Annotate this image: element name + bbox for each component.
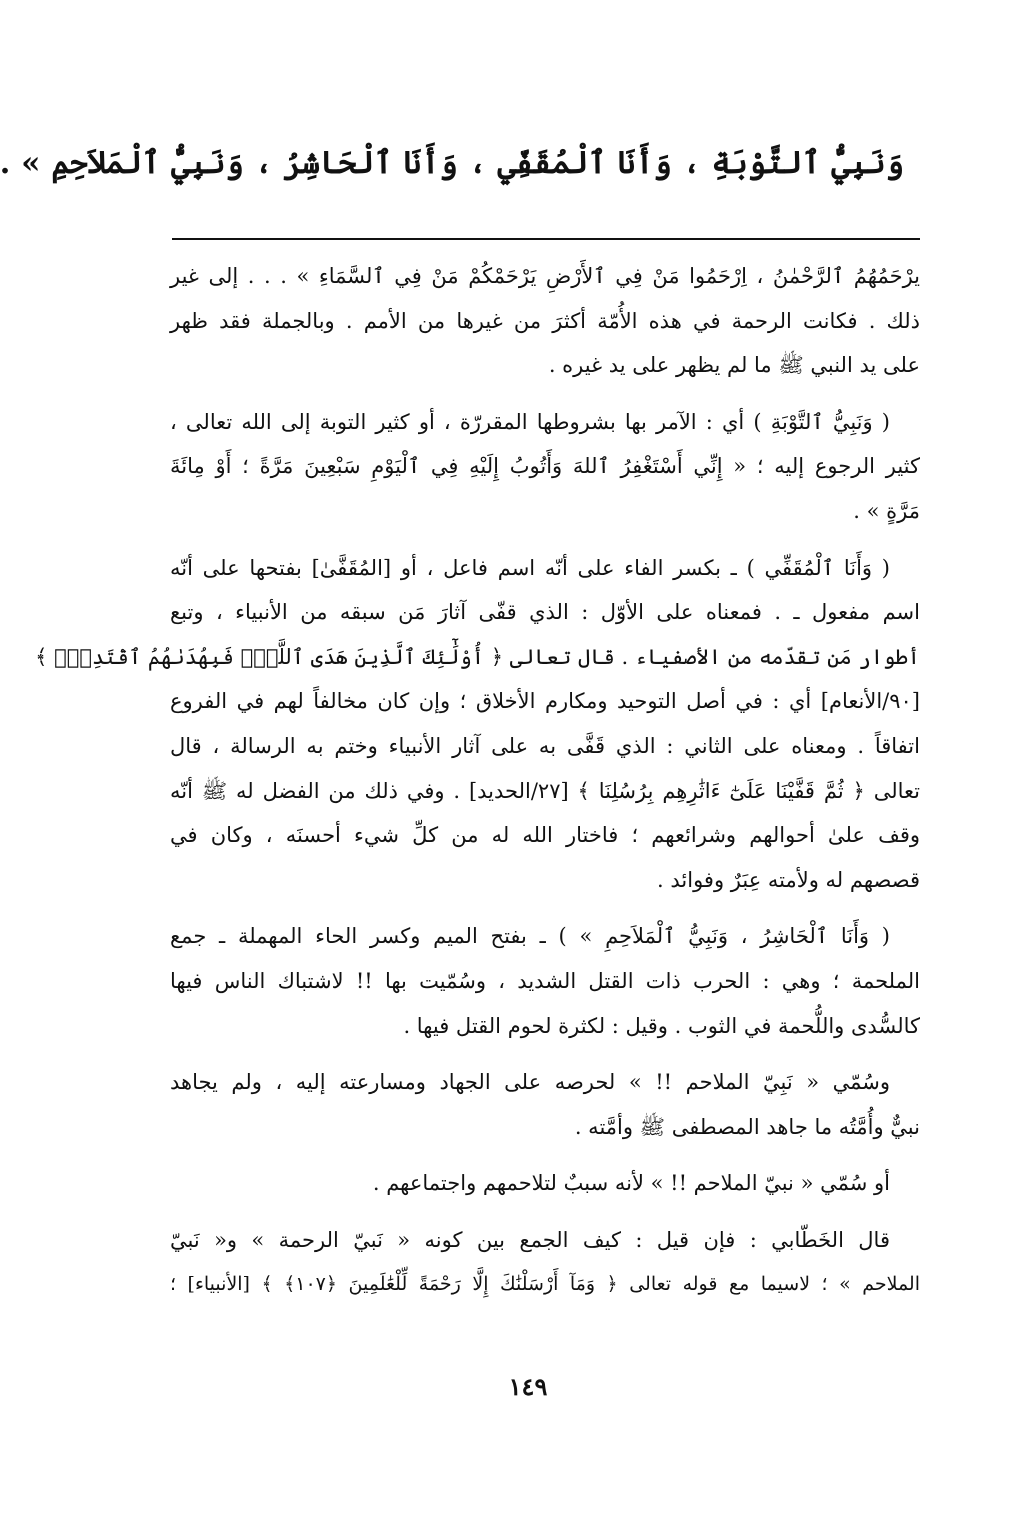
paragraph-6 <box>170 1161 920 1206</box>
text-line: أطوار مَن تقدّمه من الأصفياء . قال تعالى ﴿ أُوْلَٰٓئِكَ ٱلَّذِينَ هَدَى ٱللَّهُۖ فَبِهُدَىٰهُمُ ٱقْتَدِهْۗ ﴾ <box>35 644 920 669</box>
text-line: نبيٌّ وأُمَّتُه ما جاهد المصطفى ﷺ وأمَّته . <box>574 1114 920 1139</box>
text-line: كثير الرجوع إليه ؛ « إِنِّي أَسْتَغْفِرُ ٱللهَ وَأَتُوبُ إِلَيْهِ فِي ٱلْيَوْمِ سَبْعِينَ مَرَّةً ؛ أَوْ مِائَةَ <box>170 454 920 479</box>
hadith-header-line: وَنَبِيُّ ٱلتَّوْبَةِ ، وَأَنَا ٱلْمُقَفِّي ، وَأَنَا ٱلْحَاشِرُ ، وَنَبِيُّ ٱلْمَلاَحِمِ » . <box>0 145 904 181</box>
text-line: تعالى ﴿ ثُمَّ قَفَّيْنَا عَلَىٰٓ ءَاثَٰرِهِم بِرُسُلِنَا ﴾ [٢٧/الحديد] . وفي ذلك من الفضل له ﷺ أنّه <box>170 778 920 803</box>
commentary-body <box>35 254 921 1307</box>
text-line: ( وَنَبِيُّ ٱلتَّوْبَةِ ) أي : الآمر بها بشروطها المقررّة ، أو كثير التوبة إلى الله تعالى ، <box>170 409 890 434</box>
paragraph-3 <box>35 546 920 903</box>
text-line: وسُمّي « نَبِيّ الملاحم !! » لحرصه على الجهاد ومسارعته إليه ، ولم يجاهد <box>170 1070 890 1095</box>
text-line: ( وَأَنَا ٱلْمُقَفِّي ) ـ بكسر الفاء على أنّه اسم فاعل ، أو [المُقَفَّىٰ] بفتحها على أنّه <box>170 555 890 580</box>
paragraph-4 <box>170 914 920 1048</box>
text-line: يرْحَمُهُمُ ٱلرَّحْمٰنُ ، اِرْحَمُوا مَنْ فِي ٱلأَرْضِ يَرْحَمْكُمْ مَنْ فِي ٱلسَّمَاءِ » . . . إلى غير <box>170 264 920 288</box>
header-divider <box>172 238 920 240</box>
text-line: قال الخَطّابي : فإن قيل : كيف الجمع بين كونه « نَبيّ الرحمة » و« نَبيّ <box>170 1227 890 1252</box>
text-line: ذلك . فكانت الرحمة في هذه الأُمّة أكثرَ من غيرها من الأمم . وبالجملة فقد ظهر <box>170 308 920 333</box>
paragraph-1 <box>170 254 920 388</box>
paragraph-7 <box>170 1218 920 1307</box>
text-line: ( وَأَنَا ٱلْحَاشِرُ ، وَنَبِيُّ ٱلْمَلاَحِمِ » ) ـ بفتح الميم وكسر الحاء المهملة ـ جمع <box>170 924 890 949</box>
text-line: اتفاقاً . ومعناه على الثاني : الذي قَفَّى به على آثار الأنبياء وختم به الرسالة ، قال <box>170 733 920 758</box>
text-line: وقف علىٰ أحوالهم وشرائعهم ؛ فاختار الله له من كلِّ شيء أحسنَه ، وكان في <box>170 823 920 848</box>
text-line: على يد النبي ﷺ ما لم يظهر على يد غيره . <box>548 353 920 378</box>
page-number: ١٤٩ <box>508 1372 548 1401</box>
text-line: الملحمة ؛ وهي : الحرب ذات القتل الشديد ، وسُمّيت بها !! لاشتباك الناس فيها <box>170 968 920 993</box>
text-line: اسم مفعول ـ . فمعناه على الأوّل : الذي قفّى آثارَ مَن سبقه من الأنبياء ، وتبع <box>170 600 920 625</box>
text-line: كالسُّدى واللُّحمة في الثوب . وقيل : لكثرة لحوم القتل فيها . <box>403 1013 920 1038</box>
text-line: أو سُمّي « نبيّ الملاحم !! » لأنه سببٌ لتلاحمهم واجتماعهم . <box>372 1171 890 1196</box>
paragraph-5 <box>170 1060 920 1149</box>
paragraph-2 <box>170 400 920 534</box>
text-line: [٩٠/الأنعام] أي : في أصل التوحيد ومكارم الأخلاق ؛ وإن كان مخالفاً لهم في الفروع <box>170 689 920 714</box>
text-line: مَرَّةٍ » . <box>853 498 920 523</box>
text-line: قصصهم له ولأمته عِبَرٌ وفوائد . <box>657 867 920 892</box>
text-line: الملاحم » ؛ لاسيما مع قوله تعالى ﴿ وَمَآ أَرْسَلْنَٰكَ إِلَّا رَحْمَةً لِّلْعَٰلَمِينَ ﴿١٠٧﴾ ﴾ [الأنبياء] ؛ <box>170 1273 921 1296</box>
